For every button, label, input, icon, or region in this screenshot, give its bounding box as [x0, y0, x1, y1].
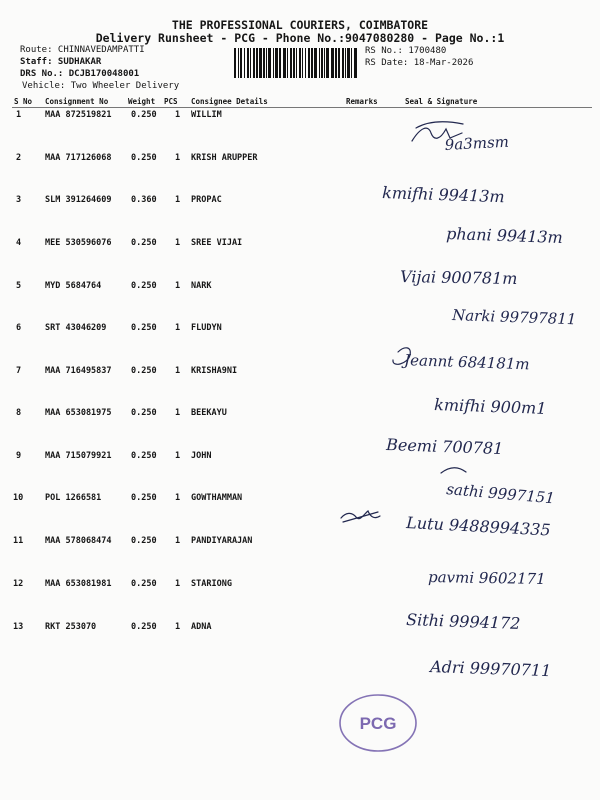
- signature: kmifhi 99413m: [381, 183, 505, 207]
- row-sno: 4: [16, 238, 22, 248]
- row-weight: 0.360: [131, 195, 157, 205]
- row-consignee: ADNA: [191, 622, 212, 632]
- row-consignment: POL 1266581: [45, 493, 102, 503]
- row-weight: 0.250: [131, 536, 157, 546]
- row-consignment: MAA 578068474: [45, 536, 112, 546]
- col-header-seal: Seal & Signature: [405, 97, 478, 106]
- row-consignment: SRT 43046209: [45, 323, 107, 333]
- row-pcs: 1: [175, 195, 181, 205]
- signature: sathi 9997151: [445, 480, 556, 508]
- vehicle-label: Vehicle: Two Wheeler Delivery: [22, 81, 180, 91]
- route-label: Route: CHINNAVEDAMPATTI: [20, 45, 145, 55]
- row-consignment: RKT 253070: [45, 622, 97, 632]
- col-header-consignment: Consignment No: [45, 97, 109, 106]
- row-consignment: MAA 872519821: [45, 110, 112, 120]
- signature: 9a3msm: [444, 132, 510, 154]
- signature: pavmi 9602171: [427, 568, 546, 589]
- row-pcs: 1: [175, 579, 181, 589]
- row-sno: 3: [16, 195, 22, 205]
- row-weight: 0.250: [131, 238, 157, 248]
- rs-date: RS Date: 18-Mar-2026: [365, 58, 474, 68]
- signature: Sithi 9994172: [405, 610, 521, 633]
- row-weight: 0.250: [131, 281, 157, 291]
- row-pcs: 1: [175, 281, 181, 291]
- row-weight: 0.250: [131, 153, 157, 163]
- row-sno: 13: [13, 622, 24, 632]
- row-sno: 1: [16, 110, 22, 120]
- row-consignee: PANDIYARAJAN: [191, 536, 253, 546]
- signature: kmifhi 900m1: [433, 395, 547, 418]
- row-sno: 12: [13, 579, 24, 589]
- row-sno: 9: [16, 451, 22, 461]
- signature: Lutu 9488994335: [405, 513, 552, 540]
- col-header-consignee: Consignee Details: [191, 97, 268, 106]
- row-weight: 0.250: [131, 493, 157, 503]
- signature-scribble: [441, 468, 466, 473]
- col-header-remarks: Remarks: [346, 97, 378, 106]
- signature-scribble: [416, 122, 463, 128]
- row-consignee: BEEKAYU: [191, 408, 227, 418]
- col-header-sno: S No: [14, 97, 33, 106]
- row-consignee: NARK: [191, 281, 212, 291]
- row-consignee: KRISH ARUPPER: [191, 153, 258, 163]
- row-pcs: 1: [175, 110, 181, 120]
- row-weight: 0.250: [131, 323, 157, 333]
- row-pcs: 1: [175, 451, 181, 461]
- signature: Vijai 900781m: [399, 267, 518, 289]
- row-pcs: 1: [175, 536, 181, 546]
- row-weight: 0.250: [131, 366, 157, 376]
- row-consignment: MYD 5684764: [45, 281, 102, 291]
- row-consignee: JOHN: [191, 451, 212, 461]
- row-sno: 8: [16, 408, 22, 418]
- row-pcs: 1: [175, 238, 181, 248]
- row-pcs: 1: [175, 153, 181, 163]
- row-pcs: 1: [175, 323, 181, 333]
- row-weight: 0.250: [131, 110, 157, 120]
- rs-number: RS No.: 1700480: [365, 46, 447, 56]
- pcg-stamp: [336, 691, 420, 755]
- row-pcs: 1: [175, 493, 181, 503]
- row-consignee: KRISHA9NI: [191, 366, 238, 376]
- row-weight: 0.250: [131, 579, 157, 589]
- row-consignment: MEE 530596076: [45, 238, 112, 248]
- drs-number: DRS No.: DCJB170048001: [20, 69, 140, 79]
- row-consignment: MAA 716495837: [45, 366, 112, 376]
- row-weight: 0.250: [131, 408, 157, 418]
- col-header-weight: Weight: [128, 97, 156, 106]
- row-consignee: STARIONG: [191, 579, 232, 589]
- row-consignment: MAA 653081975: [45, 408, 112, 418]
- row-consignment: MAA 717126068: [45, 153, 112, 163]
- row-weight: 0.250: [131, 622, 157, 632]
- row-pcs: 1: [175, 366, 181, 376]
- row-pcs: 1: [175, 408, 181, 418]
- row-sno: 7: [16, 366, 22, 376]
- row-consignee: WILLIM: [191, 110, 222, 120]
- row-consignment: MAA 715079921: [45, 451, 112, 461]
- signature: phani 99413m: [445, 224, 564, 248]
- signature: Jeannt 684181m: [403, 351, 530, 374]
- staff-label: Staff: SUDHAKAR: [20, 57, 102, 67]
- row-consignment: MAA 653081981: [45, 579, 112, 589]
- company-name: THE PROFESSIONAL COURIERS, COIMBATORE: [171, 18, 429, 32]
- row-consignee: SREE VIJAI: [191, 238, 243, 248]
- row-sno: 5: [16, 281, 22, 291]
- row-pcs: 1: [175, 622, 181, 632]
- row-sno: 11: [13, 536, 24, 546]
- row-sno: 2: [16, 153, 22, 163]
- row-consignee: PROPAC: [191, 195, 222, 205]
- signature: Beemi 700781: [385, 435, 504, 459]
- row-sno: 6: [16, 323, 22, 333]
- row-consignee: FLUDYN: [191, 323, 222, 333]
- svg-text:PCG: PCG: [359, 714, 397, 733]
- runsheet-title: Delivery Runsheet - PCG - Phone No.:9047080280 - Page No.:1: [95, 31, 505, 45]
- col-header-pcs: PCS: [164, 97, 178, 106]
- row-consignee: GOWTHAMMAN: [191, 493, 243, 503]
- signature: Adri 99970711: [429, 657, 552, 681]
- row-sno: 10: [13, 493, 24, 503]
- row-weight: 0.250: [131, 451, 157, 461]
- row-consignment: SLM 391264609: [45, 195, 112, 205]
- signature: Narki 99797811: [451, 306, 577, 329]
